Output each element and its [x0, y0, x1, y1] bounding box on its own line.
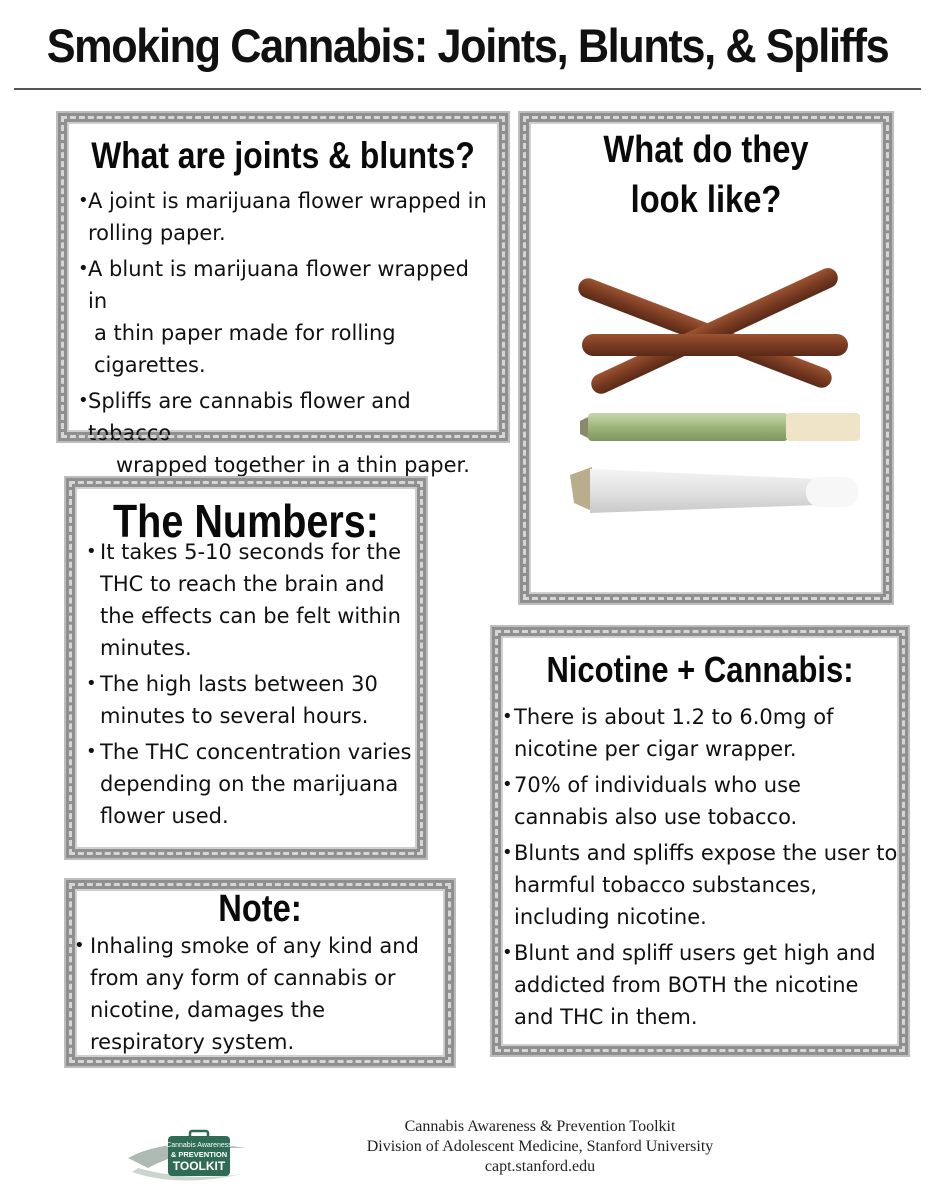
bullet-icon: •: [502, 942, 513, 963]
bullet-icon: •: [502, 774, 513, 795]
list-item: [504, 937, 900, 1033]
looks-heading-line: What do they: [603, 129, 809, 171]
footer-line: Cannabis Awareness & Prevention Toolkit: [404, 1118, 676, 1135]
note-heading: Note:: [218, 888, 302, 930]
looks-like-box: [520, 113, 892, 603]
footer-line: Division of Adolescent Medicine, Stanford University: [366, 1138, 714, 1155]
bullet-icon: •: [86, 673, 97, 694]
logo-text: Cannabis Awareness: [166, 1142, 232, 1149]
list-item: [80, 185, 490, 249]
toolkit-logo: [128, 1128, 246, 1186]
footer-link[interactable]: capt.stanford.edu: [484, 1158, 596, 1175]
bullet-icon: •: [78, 258, 89, 279]
joints-blunts-box: [58, 113, 508, 477]
looks-heading-line: look like?: [630, 179, 782, 221]
bullet-line: A blunt is marijuana flower wrapped in: [88, 257, 469, 313]
joints-heading: What are joints & blunts?: [91, 135, 475, 176]
bullet-text: The THC concentration varies depending on the marijuana flower used.: [100, 740, 412, 828]
list-item: [504, 837, 900, 933]
blunt-horizontal: [582, 334, 848, 356]
bullet-text: The high lasts between 30 minutes to several hours.: [100, 672, 378, 728]
nicotine-bullet-list: [504, 701, 900, 1037]
joint-green: [580, 413, 860, 441]
joints-blunts-illustration: [560, 253, 860, 553]
numbers-heading: The Numbers:: [113, 495, 379, 547]
nicotine-cannabis-box: [492, 627, 908, 1055]
bullet-text: It takes 5-10 seconds for the THC to reach the brain and the effects can be felt within minutes.: [100, 540, 402, 660]
bullet-text: There is about 1.2 to 6.0mg of nicotine per cigar wrapper.: [514, 705, 834, 761]
list-item: [504, 769, 900, 833]
bullet-text: Blunt and spliff users get high and addicted from BOTH the nicotine and THC in them.: [514, 941, 876, 1029]
bullet-icon: •: [78, 390, 89, 411]
logo-text: & PREVENTION: [170, 1150, 228, 1159]
bullet-icon: •: [86, 541, 97, 562]
bullet-icon: •: [74, 935, 85, 956]
list-item: [80, 385, 490, 481]
page-title: Smoking Cannabis: Joints, Blunts, & Spliffs: [46, 19, 889, 72]
list-item: [80, 253, 490, 381]
list-item: [76, 930, 446, 1058]
list-item: [88, 668, 418, 732]
list-item: [504, 701, 900, 765]
bullet-text: 70% of individuals who use cannabis also use tobacco.: [514, 773, 801, 829]
footer: [300, 1117, 780, 1177]
bullet-line: Spliffs are cannabis flower and tobacco: [88, 389, 411, 445]
list-item: [88, 736, 418, 832]
bullet-icon: •: [502, 842, 513, 863]
bullet-text: Blunts and spliffs expose the user to harmful tobacco substances, including nicotine.: [514, 841, 898, 929]
nicotine-heading: Nicotine + Cannabis:: [546, 649, 854, 690]
bullet-line: cigarettes.: [94, 353, 206, 377]
numbers-bullet-list: [88, 536, 418, 836]
bullet-icon: •: [502, 706, 513, 727]
list-item: [88, 536, 418, 664]
bullet-line: wrapped together in a thin paper.: [116, 453, 470, 477]
bullet-icon: •: [86, 741, 97, 762]
looks-heading: [546, 125, 866, 225]
bullet-line: rolling paper.: [88, 221, 226, 245]
bullet-line: A joint is marijuana flower wrapped in: [88, 189, 487, 213]
title-divider: [14, 88, 921, 90]
numbers-box: [66, 478, 426, 858]
bullet-line: a thin paper made for rolling: [94, 321, 396, 345]
bullet-text: Inhaling smoke of any kind and from any form of cannabis or nicotine, damages the respiratory system.: [90, 934, 419, 1054]
joint-white: [570, 467, 858, 513]
note-box: [66, 880, 454, 1066]
logo-text: TOOLKIT: [172, 1159, 226, 1173]
note-bullet-list: [76, 930, 446, 1062]
joints-bullet-list: [80, 185, 490, 485]
bullet-icon: •: [78, 190, 89, 211]
